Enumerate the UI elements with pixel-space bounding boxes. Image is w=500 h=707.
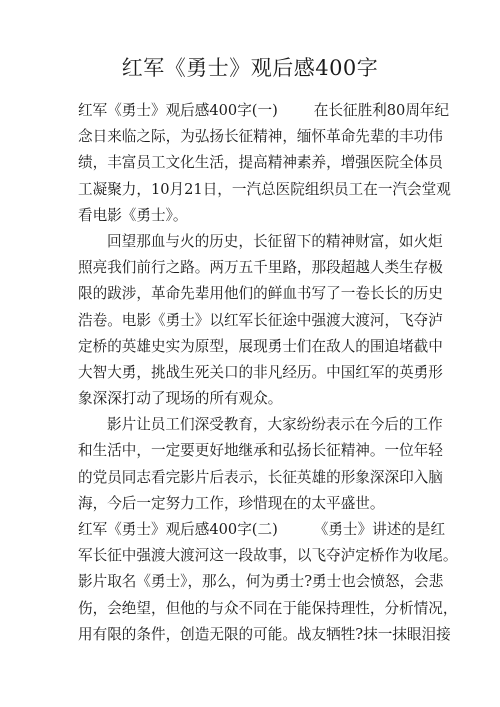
page-title: 红军《勇士》观后感400字: [121, 56, 379, 80]
paragraph-line: 和生活中，一定要更好地继承和弘扬长征精神。一位年轻: [78, 442, 443, 460]
paragraph-line: 回望那血与火的历史，长征留下的精神财富，如火炬: [107, 232, 443, 250]
paragraph-line: 海，今后一定努力工作，珍惜现在的太平盛世。: [78, 494, 385, 512]
paragraph-line: 绩，丰富员工文化生活，提高精神素养，增强医院全体员: [78, 154, 443, 172]
paragraph-line: 定桥的英雄史实为原型，展现勇士们在敌人的围追堵截中: [78, 337, 443, 355]
paragraph-line: 照亮我们前行之路。两万五千里路，那段超越人类生存极: [78, 259, 443, 277]
paragraph-line: 用有限的条件，创造无限的可能。战友牺牲?抹一抹眼泪接: [78, 625, 451, 643]
paragraph-1-start: 在长征胜利80周年纪: [313, 102, 450, 119]
paragraph-line: 工凝聚力，10月21日，一汽总医院组织员工在一汽会堂观: [78, 180, 451, 198]
article-body: [78, 98, 458, 648]
paragraph-line: 象深深打动了现场的所有观众。: [78, 390, 283, 408]
section-2-heading-line: [78, 517, 446, 543]
paragraph-line: 影片取名《勇士》，那么，何为勇士?勇士也会愤怒，会悲: [78, 573, 444, 591]
paragraph-line: 看电影《勇士》。: [78, 206, 188, 224]
paragraph-line: 伤，会绝望，但他的与众不同在于能保持理性，分析情况，: [78, 599, 458, 617]
paragraph-start: 《勇士》讲述的是红: [313, 521, 446, 538]
section-2-heading: 红军《勇士》观后感400字(二): [78, 521, 278, 538]
paragraph-line: 限的跋涉，革命先辈用他们的鲜血书写了一卷长长的历史: [78, 285, 443, 303]
section-1-heading-line: [78, 98, 450, 124]
paragraph-line: 大智大勇，挑战生死关口的非凡经历。中国红军的英勇形: [78, 363, 443, 381]
paragraph-line: 军长征中强渡大渡河这一段故事，以飞夺泸定桥作为收尾。: [78, 547, 458, 565]
paragraph-line: 浩卷。电影《勇士》以红军长征途中强渡大渡河，飞夺泸: [78, 311, 443, 329]
section-1-heading: 红军《勇士》观后感400字(一): [78, 102, 278, 119]
paragraph-line: 影片让员工们深受教育，大家纷纷表示在今后的工作: [107, 416, 443, 434]
paragraph-line: 念日来临之际，为弘扬长征精神，缅怀革命先辈的丰功伟: [78, 128, 443, 146]
paragraph-line: 的党员同志看完影片后表示，长征英雄的形象深深印入脑: [78, 468, 443, 486]
